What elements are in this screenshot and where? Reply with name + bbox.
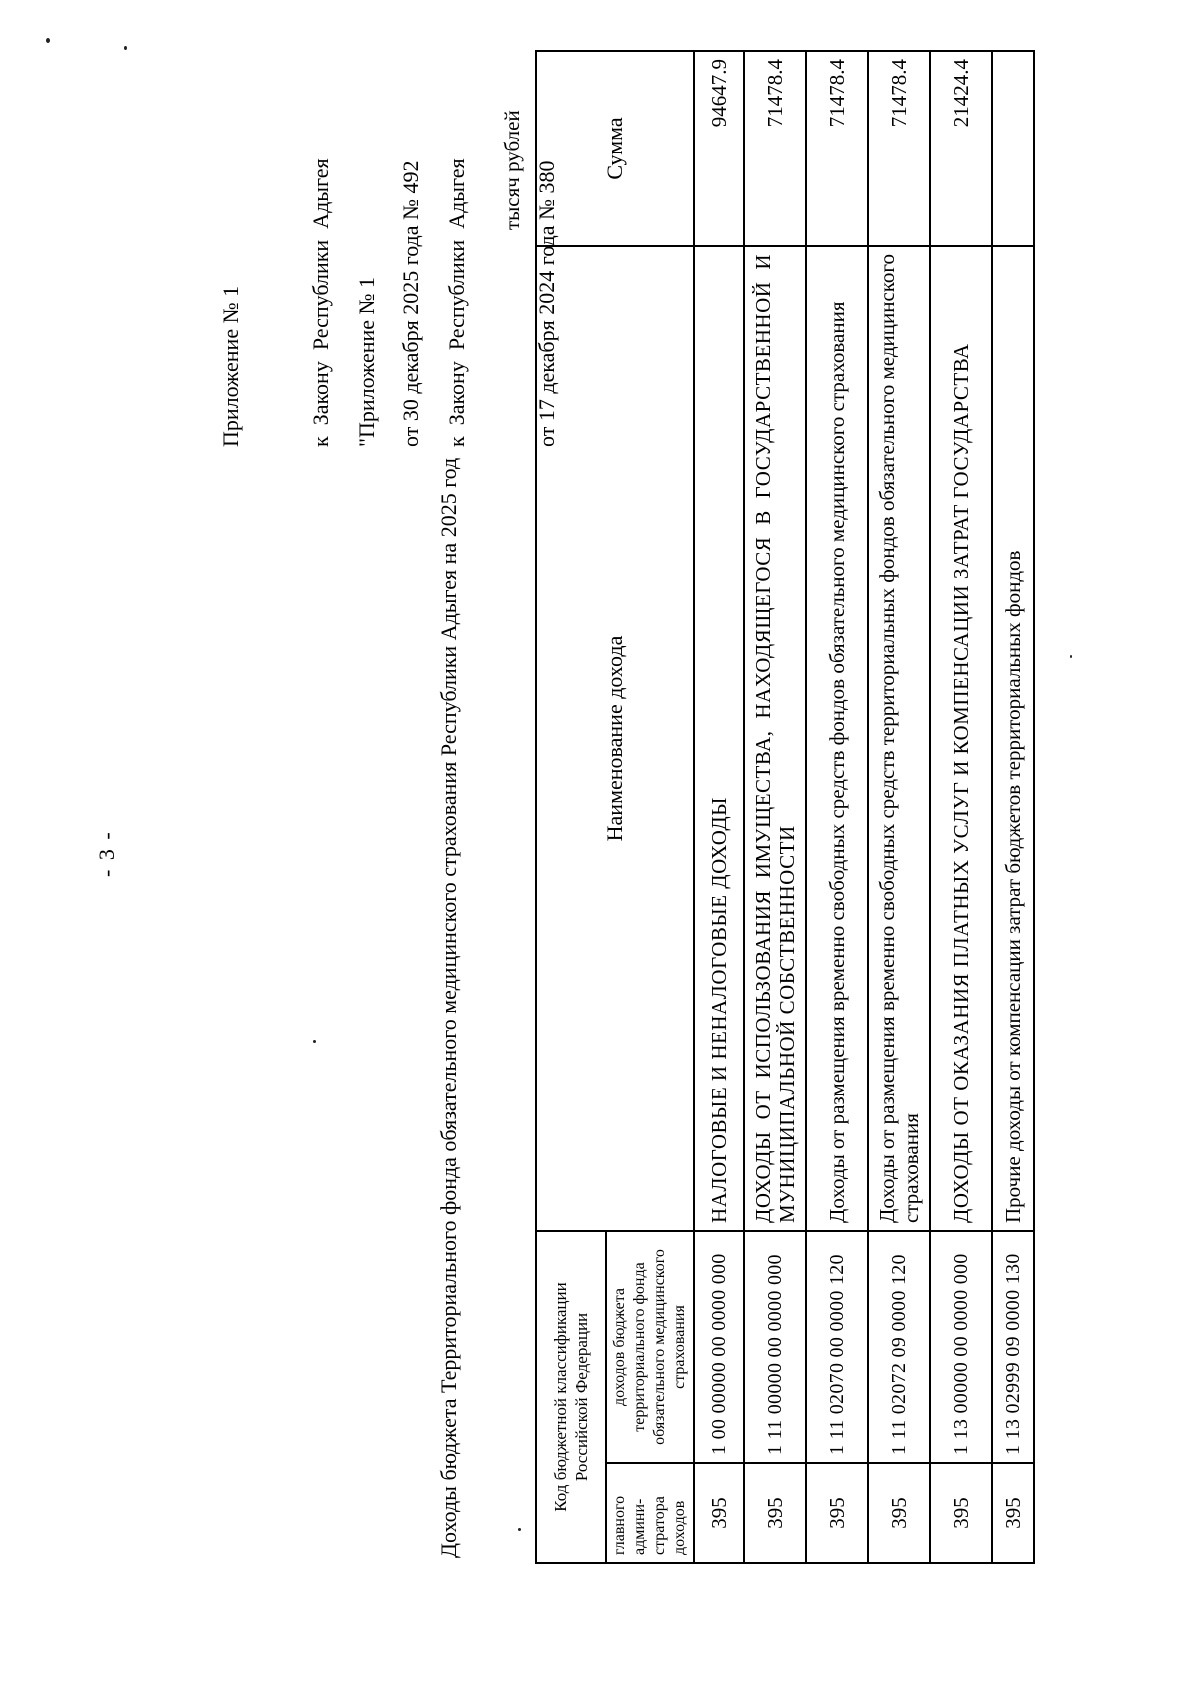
admin-code-cell: 395 xyxy=(694,1463,744,1563)
revenue-name-cell: Доходы от размещения временно свободных средств фондов обязательного медицинского страхования xyxy=(806,246,868,1231)
header-sum: Сумма xyxy=(536,51,694,246)
header-admin: главного админи- стратора доходов xyxy=(606,1463,694,1563)
revenue-name-cell: Прочие доходы от компенсации затрат бюджетов территориальных фондов xyxy=(992,246,1034,1231)
amount-cell: 94647.9 xyxy=(694,51,744,246)
admin-code-cell: 395 xyxy=(744,1463,806,1563)
appendix-line: от 17 декабря 2024 года № 380 xyxy=(534,160,559,447)
appendix-line: от 30 декабря 2025 года № 492 xyxy=(398,160,423,447)
header-code-group: Код бюджетной классификации Российской Федерации xyxy=(536,1231,606,1563)
table-row xyxy=(806,51,868,1563)
table-row xyxy=(992,51,1034,1563)
table-row xyxy=(868,51,930,1563)
admin-code-cell: 395 xyxy=(930,1463,992,1563)
revenue-table xyxy=(535,50,1035,1564)
budget-code-cell: 1 11 02072 09 0000 120 xyxy=(868,1231,930,1463)
revenue-name-cell: ДОХОДЫ ОТ ОКАЗАНИЯ ПЛАТНЫХ УСЛУГ И КОМПЕНСАЦИИ ЗАТРАТ ГОСУДАРСТВА xyxy=(930,246,992,1231)
table-row xyxy=(930,51,992,1563)
admin-code-cell: 395 xyxy=(806,1463,868,1563)
admin-code-cell: 395 xyxy=(992,1463,1034,1563)
revenue-name-cell: НАЛОГОВЫЕ И НЕНАЛОГОВЫЕ ДОХОДЫ xyxy=(694,246,744,1231)
amount-cell: 71478.4 xyxy=(744,51,806,246)
revenue-name-cell: ДОХОДЫ ОТ ИСПОЛЬЗОВАНИЯ ИМУЩЕСТВА, НАХОДЯЩЕГОСЯ В ГОСУДАРСТВЕННОЙ И МУНИЦИПАЛЬНОЙ СОБСТВЕННОСТИ xyxy=(744,246,806,1231)
amount-cell: 71478.4 xyxy=(868,51,930,246)
amount-cell: 71478.4 xyxy=(806,51,868,246)
table-row xyxy=(744,51,806,1563)
table-header-row xyxy=(536,51,606,1563)
appendix-line: Приложение № 1 xyxy=(218,285,243,447)
budget-code-cell: 1 11 02070 00 0000 120 xyxy=(806,1231,868,1463)
budget-code-cell: 1 13 00000 00 0000 000 xyxy=(930,1231,992,1463)
units-label: тысяч рублей xyxy=(500,110,524,230)
revenue-name-cell: Доходы от размещения временно свободных средств территориальных фондов обязательного медицинского страхования xyxy=(868,246,930,1231)
admin-code-cell: 395 xyxy=(868,1463,930,1563)
appendix-line: "Приложение № 1 xyxy=(354,276,379,447)
budget-code-cell: 1 13 02999 09 0000 130 xyxy=(992,1231,1034,1463)
budget-code-cell: 1 00 00000 00 0000 000 xyxy=(694,1231,744,1463)
header-code: доходов бюджета территориального фонда обязательного медицинского страхования xyxy=(606,1231,694,1463)
amount-cell: 21424.4 xyxy=(930,51,992,246)
document-title: Доходы бюджета Территориального фонда обязательного медицинского страхования Республики Адыгея на 2025 год xyxy=(436,457,461,1558)
header-name: Наименование дохода xyxy=(536,246,694,1231)
budget-code-cell: 1 11 00000 00 0000 000 xyxy=(744,1231,806,1463)
table-row xyxy=(694,51,744,1563)
appendix-line: к Закону Республики Адыгея xyxy=(308,158,333,447)
page-number: - 3 - xyxy=(94,830,119,877)
amount-cell xyxy=(992,51,1034,246)
appendix-line: к Закону Республики Адыгея xyxy=(444,158,469,447)
